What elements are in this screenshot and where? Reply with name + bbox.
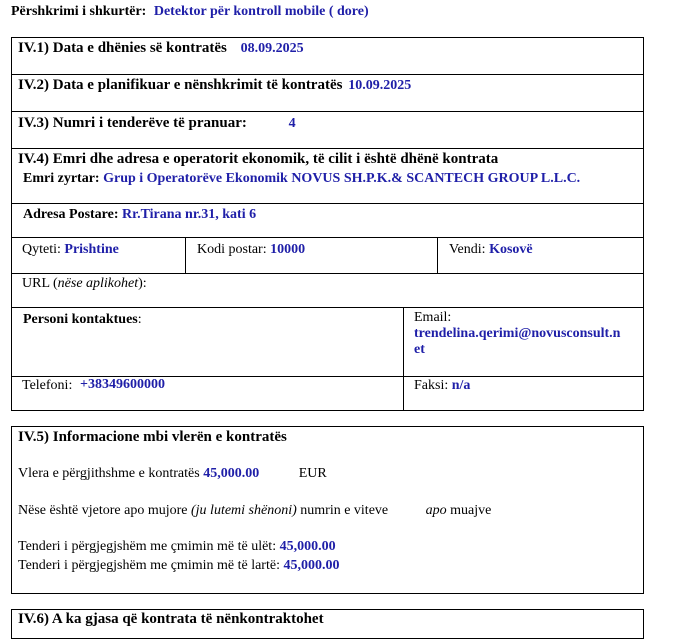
lowest-value: 45,000.00 xyxy=(279,539,336,554)
address-value: Rr.Tirana nr.31, kati 6 xyxy=(122,207,257,222)
postal-address xyxy=(23,207,256,223)
award-date-value: 08.09.2025 xyxy=(240,41,304,56)
city-value: Prishtine xyxy=(64,242,119,257)
fax-field xyxy=(414,378,470,394)
country-value: Kosovë xyxy=(489,242,533,257)
email-field xyxy=(414,310,620,358)
address-label: Adresa Postare: xyxy=(23,207,119,222)
postal-code xyxy=(197,242,305,258)
total-value-amount: 45,000.00 xyxy=(203,466,260,481)
lowest-label: Tenderi i përgjegjshëm me çmimin më të ulët: xyxy=(18,539,277,554)
annual-text: Nëse është vjetore apo mujore xyxy=(18,503,188,518)
tenders-received-value: 4 xyxy=(288,116,296,131)
contract-value-title: IV.5) Informacione mbi vlerën e kontratës xyxy=(18,429,287,445)
contact-label: Personi kontaktues xyxy=(23,312,138,327)
lowest-price-tender xyxy=(18,539,336,555)
phone-field xyxy=(22,378,72,394)
url-end: ): xyxy=(138,276,147,291)
short-description-value: Detektor për kontroll mobile ( dore) xyxy=(153,4,369,19)
short-description xyxy=(11,4,369,20)
fax-value: n/a xyxy=(451,378,471,393)
email-value-line1: trendelina.qerimi@novusconsult.n xyxy=(414,326,621,341)
official-name-label: Emri zyrtar xyxy=(23,171,95,186)
annual-monthly xyxy=(18,503,491,519)
country-label: Vendi: xyxy=(449,242,486,257)
annual-months: muajve xyxy=(450,503,492,518)
planned-signing-date xyxy=(18,77,411,94)
short-description-label: Përshkrimi i shkurtër: xyxy=(11,4,147,19)
url-note: nëse aplikohet xyxy=(57,276,139,291)
email-value-line2: et xyxy=(414,342,425,357)
highest-label: Tenderi i përgjegjshëm me çmimin më të lartë: xyxy=(18,558,280,573)
official-name-value: Grup i Operatorëve Ekonomik NOVUS SH.P.K.& SCANTECH GROUP L.L.C. xyxy=(103,171,581,186)
city-label: Qyteti: xyxy=(22,242,61,257)
total-value-label: Vlera e përgjithshme e kontratës xyxy=(18,466,200,481)
highest-price-tender xyxy=(18,558,339,574)
country xyxy=(449,242,533,258)
annual-note: (ju lutemi shënoni) xyxy=(191,503,297,518)
url-field xyxy=(22,276,147,292)
annual-apo: apo xyxy=(425,503,447,518)
fax-label: Faksi: xyxy=(414,378,449,393)
award-date-label: IV.1) Data e dhënies së kontratës xyxy=(18,40,227,56)
operator-section-title: IV.4) Emri dhe adresa e operatorit ekonomik, të cilit i është dhënë kontrata xyxy=(18,151,499,167)
tenders-received xyxy=(18,115,296,132)
signing-date-value: 10.09.2025 xyxy=(348,78,412,93)
total-value-currency: EUR xyxy=(298,466,327,481)
contract-award-date xyxy=(18,40,304,57)
url-label: URL ( xyxy=(22,276,58,291)
tenders-received-label: IV.3) Numri i tenderëve të pranuar: xyxy=(18,115,247,131)
highest-value: 45,000.00 xyxy=(283,558,340,573)
official-name: Emri zyrtar: Grup i Operatorëve Ekonomik NOVUS SH.P.K.& SCANTECH GROUP L.L.C. xyxy=(23,171,581,186)
signing-date-label: IV.2) Data e planifikuar e nënshkrimit të kontratës xyxy=(18,77,343,93)
annual-years: numrin e viteve xyxy=(300,503,389,518)
total-value xyxy=(18,466,327,482)
postal-code-label: Kodi postar: xyxy=(197,242,267,257)
email-label: Email: xyxy=(414,310,452,325)
subcontract-title: IV.6) A ka gjasa që kontrata të nënkontraktohet xyxy=(18,611,324,627)
phone-value: +38349600000 xyxy=(80,377,165,392)
city xyxy=(22,242,119,258)
contact-person: Personi kontaktues: xyxy=(23,312,142,327)
postal-code-value: 10000 xyxy=(270,242,306,257)
phone-label: Telefoni: xyxy=(22,378,73,393)
